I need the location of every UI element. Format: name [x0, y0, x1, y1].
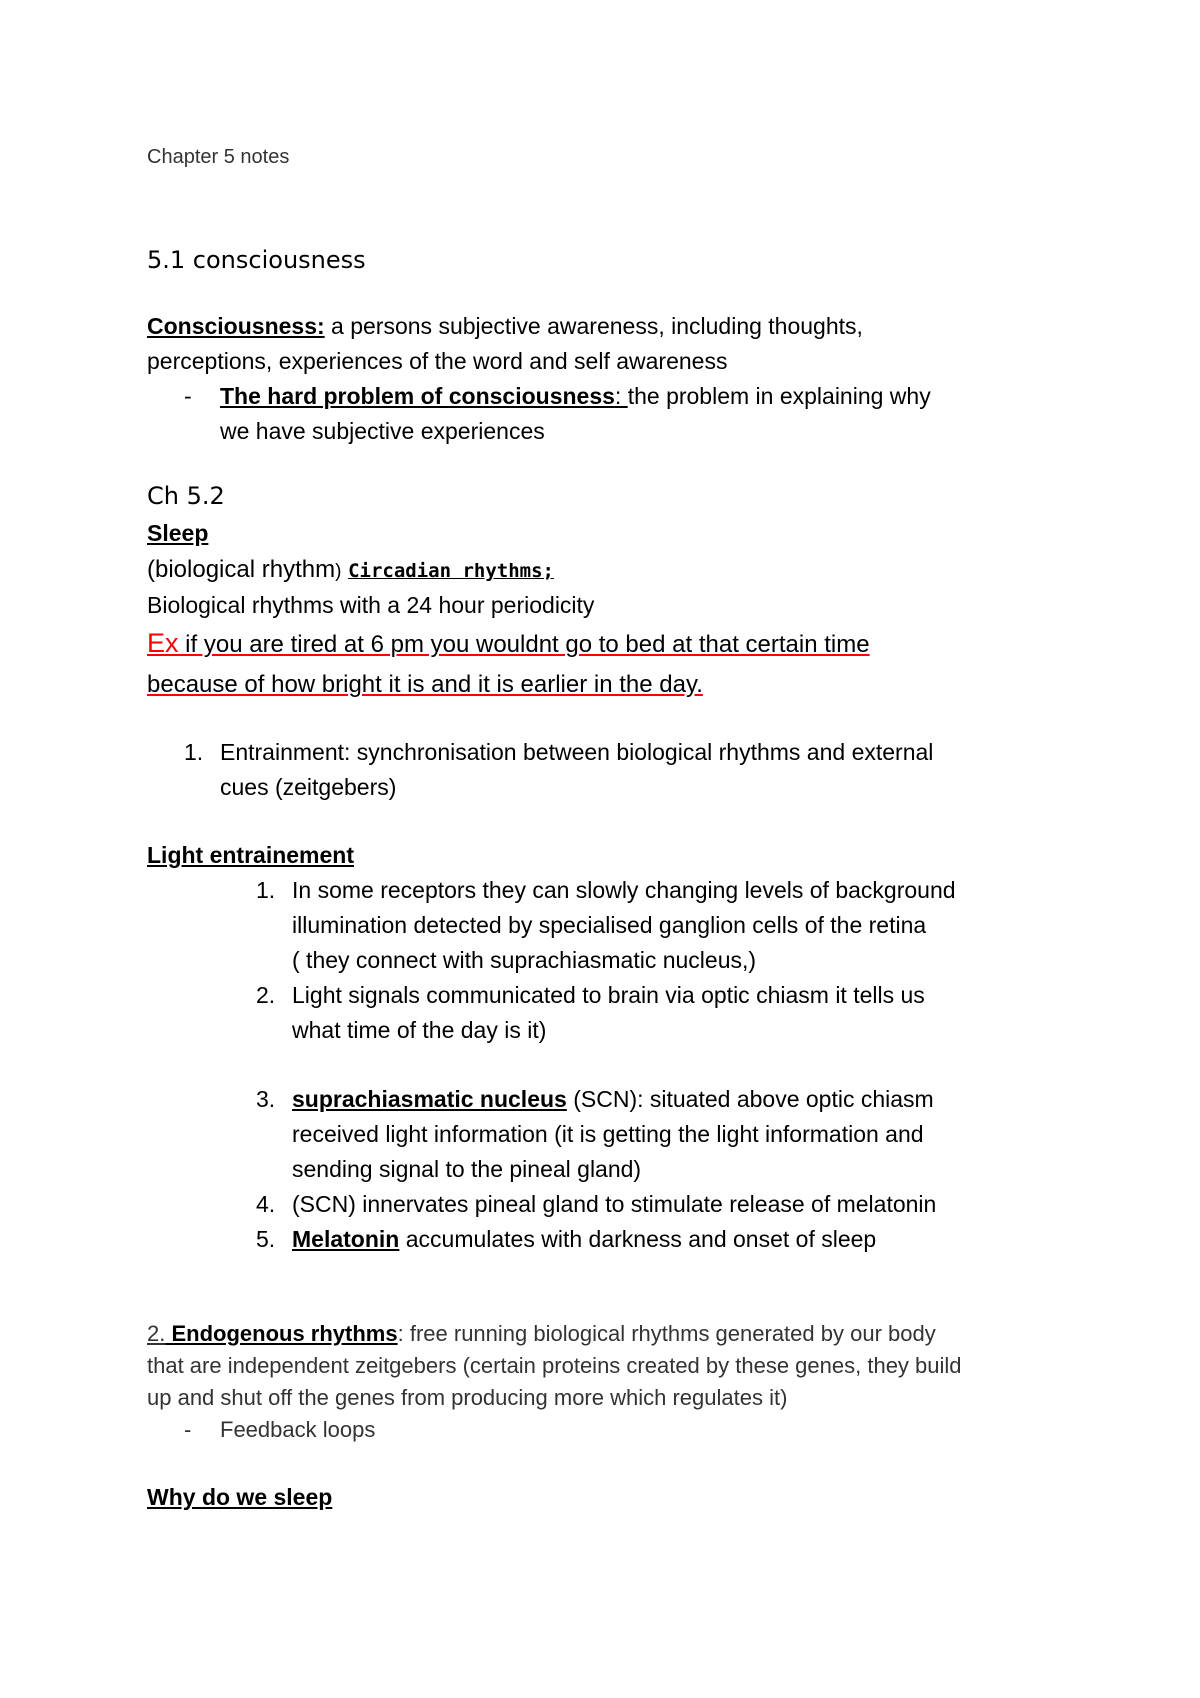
example-label: Ex	[147, 628, 179, 658]
endogenous-bullet-dash: -	[184, 1417, 192, 1442]
example-line-2: because of how bright it is and it is earlier in the day.	[147, 671, 703, 698]
light-item-4-number: 4.	[256, 1191, 276, 1217]
light-item-5-number: 5.	[256, 1226, 276, 1252]
light-entrainment-heading: Light entrainement	[147, 842, 355, 868]
scn-text: (SCN): situated above optic chiasm	[566, 1086, 934, 1112]
feedback-loops-item: Feedback loops	[220, 1417, 376, 1442]
section-heading-5-2: Ch 5.2	[147, 482, 225, 510]
hard-problem-def-1: the problem in explaining why	[627, 383, 931, 409]
circadian-definition: Biological rhythms with a 24 hour periodicity	[147, 592, 595, 618]
light-item-2-line-1: Light signals communicated to brain via optic chiasm it tells us	[292, 982, 925, 1008]
example-text-1: if you are tired at 6 pm you wouldnt go to bed at that certain time	[178, 631, 870, 658]
paren-close: )	[335, 561, 342, 582]
entrainment-line-1: Entrainment: synchronisation between biological rhythms and external	[220, 739, 934, 765]
sleep-heading: Sleep	[147, 520, 209, 546]
biological-rhythm-text: (biological rhythm	[147, 556, 336, 583]
light-item-2-number: 2.	[256, 982, 276, 1008]
endogenous-number: 2.	[147, 1321, 166, 1346]
entrainment-line-2: cues (zeitgebers)	[220, 774, 397, 800]
consciousness-definition-line-2: perceptions, experiences of the word and self awareness	[147, 348, 728, 374]
section-heading-5-1: 5.1 consciousness	[147, 246, 366, 274]
consciousness-definition-line-1	[147, 309, 863, 344]
light-item-3-number: 3.	[256, 1086, 276, 1112]
light-item-1-line-2: illumination detected by specialised ganglion cells of the retina	[292, 912, 927, 938]
endogenous-term: Endogenous rhythms	[165, 1321, 398, 1346]
light-item-5-line-1	[292, 1222, 876, 1257]
endogenous-line-3: up and shut off the genes from producing more which regulates it)	[147, 1385, 788, 1410]
hard-problem-line-2: we have subjective experiences	[220, 418, 545, 444]
example-line-1	[147, 626, 870, 662]
endogenous-line-1	[147, 1318, 936, 1350]
circadian-rhythms-term: Circadian rhythms;	[348, 560, 554, 582]
scn-term: suprachiasmatic nucleus	[292, 1086, 567, 1112]
bullet-dash: -	[184, 383, 192, 409]
melatonin-term: Melatonin	[292, 1226, 400, 1252]
melatonin-text: accumulates with darkness and onset of sleep	[399, 1226, 877, 1252]
why-sleep-heading: Why do we sleep	[147, 1484, 333, 1510]
light-item-1-number: 1.	[256, 877, 276, 903]
hard-problem-term: The hard problem of consciousness	[220, 383, 615, 409]
light-item-3-line-2: received light information (it is getting the light information and	[292, 1121, 924, 1147]
light-item-3-line-1	[292, 1082, 934, 1117]
light-item-4-line-1: (SCN) innervates pineal gland to stimulate release of melatonin	[292, 1191, 937, 1217]
consciousness-term: Consciousness:	[147, 313, 325, 339]
consciousness-def-text-1: a persons subjective awareness, including thoughts,	[324, 313, 863, 339]
light-item-1-line-3: ( they connect with suprachiasmatic nucleus,)	[292, 947, 757, 973]
hard-problem-separator: :	[614, 383, 628, 409]
light-item-3-line-3: sending signal to the pineal gland)	[292, 1156, 642, 1182]
endogenous-line-2: that are independent zeitgebers (certain proteins created by these genes, they build	[147, 1353, 962, 1378]
light-item-2-line-2: what time of the day is it)	[292, 1017, 547, 1043]
entrainment-number: 1.	[184, 739, 204, 765]
endogenous-separator: :	[397, 1321, 410, 1346]
rhythm-line	[147, 552, 554, 589]
endogenous-text-1: free running biological rhythms generated by our body	[409, 1321, 936, 1346]
document-title: Chapter 5 notes	[147, 146, 290, 168]
hard-problem-line-1	[220, 379, 931, 414]
light-item-1-line-1: In some receptors they can slowly changing levels of background	[292, 877, 956, 903]
